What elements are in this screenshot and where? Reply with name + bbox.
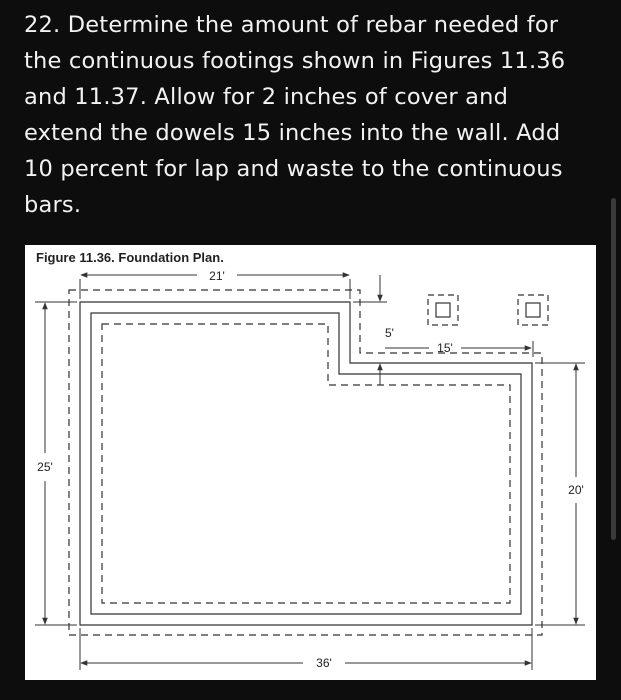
scrollbar[interactable]: [611, 198, 616, 540]
dim-label-top: 21': [209, 269, 225, 283]
pier-footing: [428, 295, 458, 325]
pier-footing: [518, 295, 548, 325]
dim-label-right: 20': [568, 483, 584, 497]
wall-inner-face: [91, 313, 521, 614]
foundation-plan-figure: [25, 245, 596, 680]
pier-column: [436, 303, 450, 317]
question-text: [24, 7, 609, 223]
dim-label-offset: 15': [437, 341, 453, 355]
question-line: the continuous footings shown in Figures 11.36: [24, 48, 566, 74]
dim-label-bottom: 36': [316, 656, 332, 670]
question-line: 22. Determine the amount of rebar needed for: [24, 12, 559, 38]
footing-inner-edge: [102, 324, 510, 603]
question-line: extend the dowels 15 inches into the wall. Add: [24, 120, 561, 146]
dim-label-left: 25': [37, 460, 53, 474]
pier-column: [526, 303, 540, 317]
footing-outer-edge: [69, 290, 542, 635]
question-line: 10 percent for lap and waste to the continuous: [24, 156, 563, 182]
question-line: and 11.37. Allow for 2 inches of cover and: [24, 84, 509, 110]
question-line: bars.: [24, 192, 82, 218]
dim-label-notch: 5': [385, 326, 394, 340]
foundation-plan-drawing: [25, 245, 596, 680]
figure-title: Figure 11.36. Foundation Plan.: [36, 250, 224, 265]
wall-outer-face: [80, 302, 532, 625]
